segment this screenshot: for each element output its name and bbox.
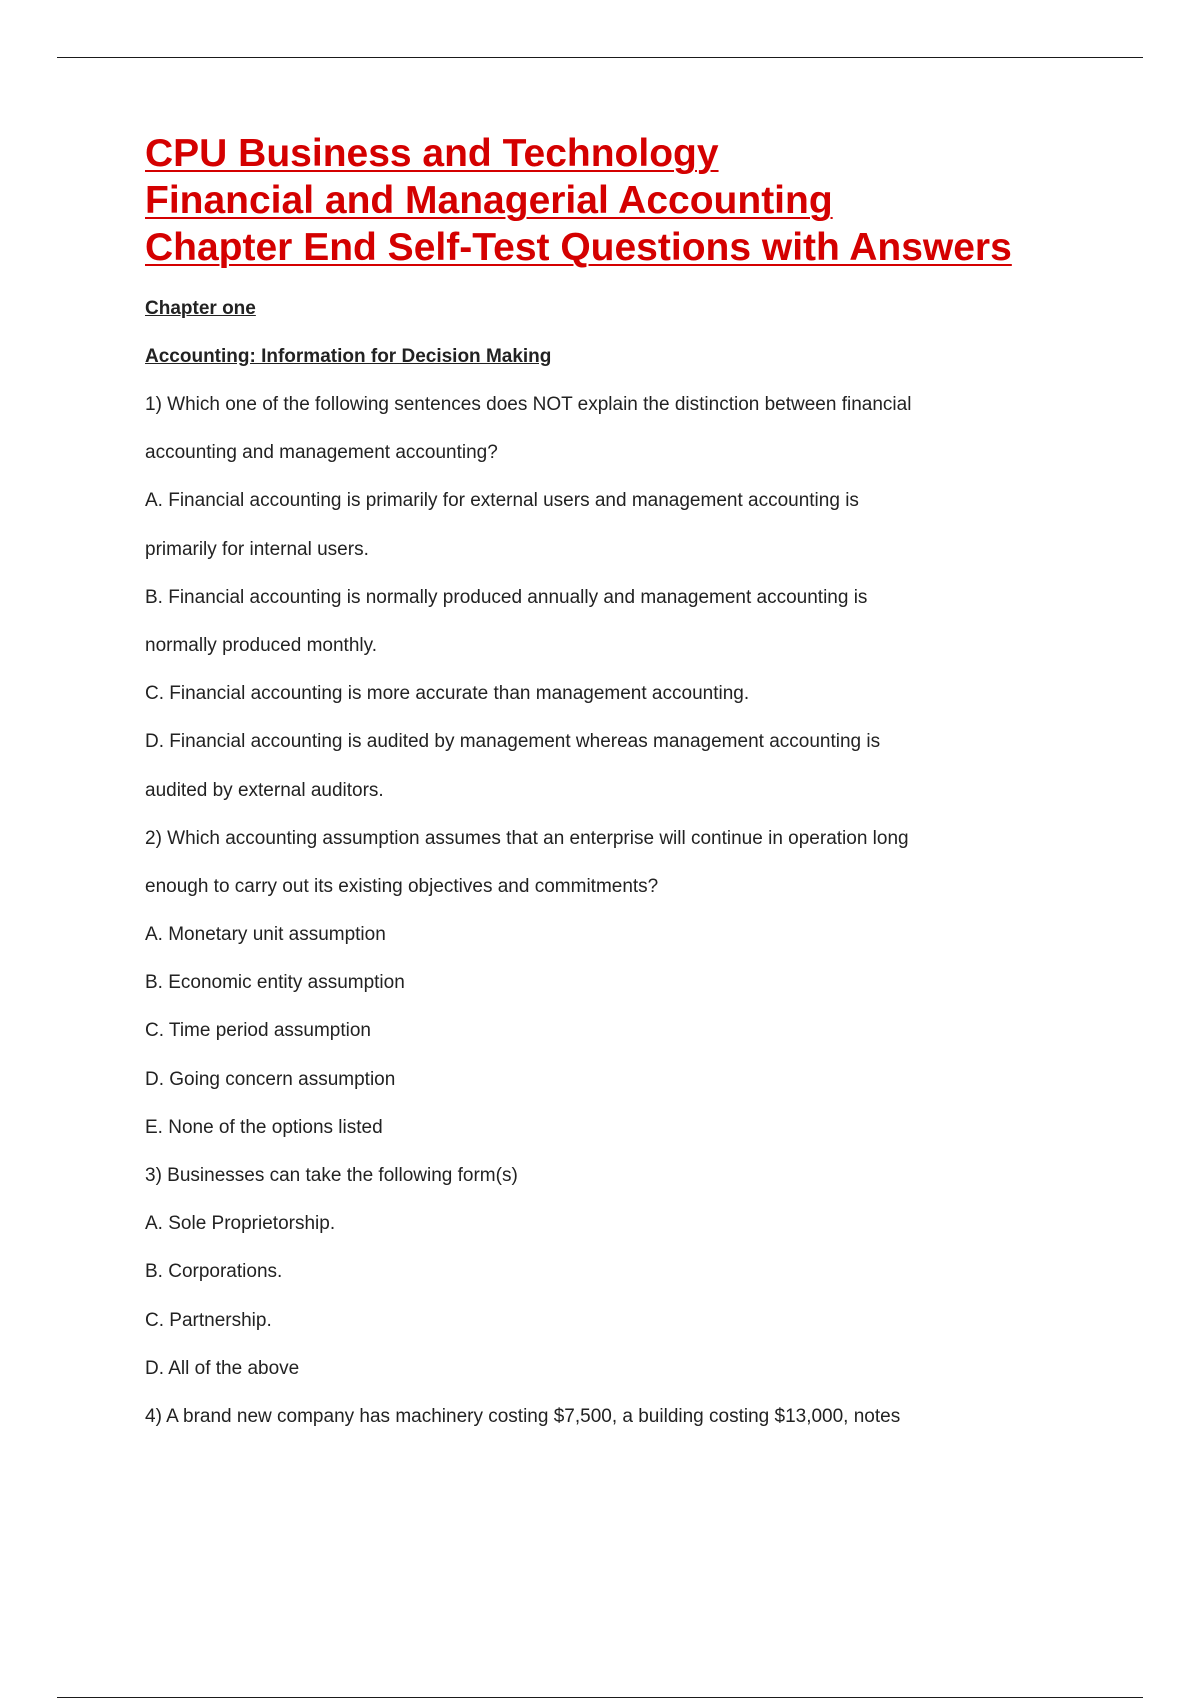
text-line: C. Time period assumption [145,1020,371,1042]
text-line: B. Economic entity assumption [145,972,405,994]
text-line: C. Partnership. [145,1309,272,1331]
text-line: A. Sole Proprietorship. [145,1213,336,1235]
text-line: 4) A brand new company has machinery costing $7,500, a building costing $13,000, notes [145,1405,901,1427]
top-rule [57,57,1143,58]
bottom-rule [57,1697,1143,1698]
text-line: 3) Businesses can take the following form(s) [145,1165,518,1186]
text-line: A. Financial accounting is primarily for external users and management accounting is [145,490,859,512]
section-heading: Accounting: Information for Decision Making [145,346,552,367]
text-line: primarily for internal users. [145,538,369,560]
text-line: E. None of the options listed [145,1116,383,1138]
question-list [145,393,1045,1429]
document-title [145,130,1045,271]
text-line: 2) Which accounting assumption assumes that an enterprise will continue in operation long [145,827,909,849]
title-line: Financial and Managerial Accounting [145,179,833,222]
text-line: enough to carry out its existing objectives and commitments? [145,875,659,897]
title-line: Chapter End Self-Test Questions with Answers [145,226,1012,269]
text-line: accounting and management accounting? [145,442,498,464]
text-line: B. Financial accounting is normally produced annually and management accounting is [145,586,868,608]
text-line: C. Financial accounting is more accurate than management accounting. [145,683,750,705]
text-line: A. Monetary unit assumption [145,924,386,946]
text-line: D. Financial accounting is audited by management whereas management accounting is [145,731,881,753]
text-line: 1) Which one of the following sentences does NOT explain the distinction between financial [145,394,912,415]
text-line: D. All of the above [145,1357,300,1379]
chapter-heading: Chapter one [145,298,256,319]
text-line: audited by external auditors. [145,779,384,801]
text-line: B. Corporations. [145,1261,283,1283]
title-line: CPU Business and Technology [145,132,719,175]
text-line: D. Going concern assumption [145,1068,396,1090]
text-line: normally produced monthly. [145,634,377,656]
document-body [145,130,1045,1453]
